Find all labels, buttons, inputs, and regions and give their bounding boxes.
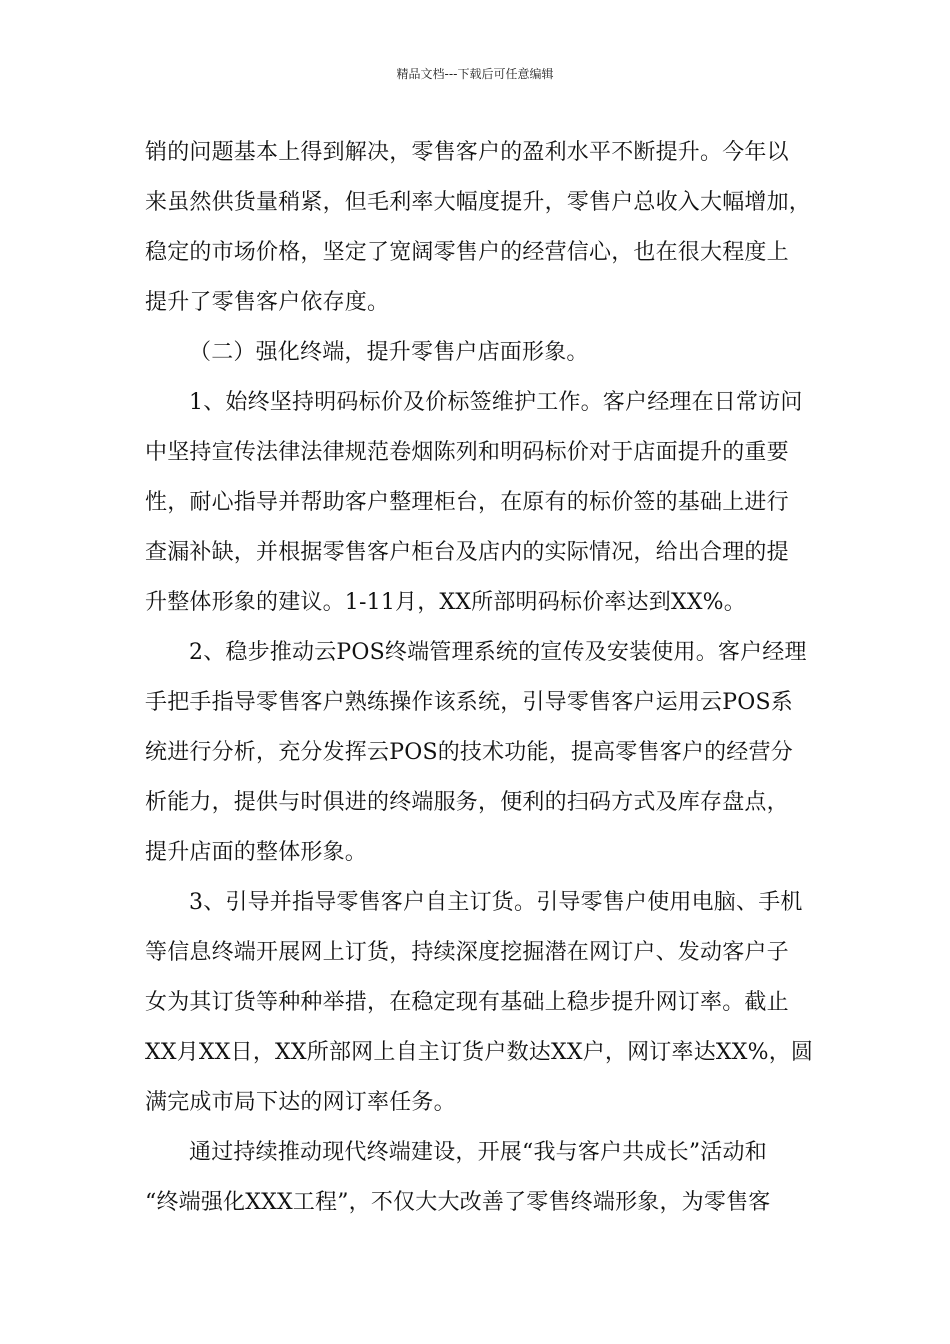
text-line: 中坚持宣传法律法律规范卷烟陈列和明码标价对于店面提升的重要: [145, 440, 789, 465]
text-line: “终端强化XXX工程”，不仅大大改善了零售终端形象，为零售客: [145, 1190, 771, 1215]
text-line: 提升了零售客户依存度。: [145, 290, 390, 315]
text-line: 1、始终坚持明码标价及价标签维护工作。客户经理在日常访问: [189, 390, 803, 415]
text-line: 统进行分析，充分发挥云POS的技术功能，提高零售客户的经营分: [145, 740, 793, 765]
text-line: 稳定的市场价格，坚定了宽阔零售户的经营信心，也在很大程度上: [145, 240, 789, 265]
text-line: 手把手指导零售客户熟练操作该系统，引导零售客户运用云POS系: [145, 690, 793, 715]
text-line: 销的问题基本上得到解决，零售客户的盈利水平不断提升。今年以: [145, 140, 789, 165]
text-line: 满完成市局下达的网订率任务。: [145, 1090, 456, 1115]
text-line: 来虽然供货量稍紧，但毛利率大幅度提升，零售户总收入大幅增加，: [145, 190, 812, 215]
text-line: 性，耐心指导并帮助客户整理柜台，在原有的标价签的基础上进行: [145, 490, 789, 515]
text-line: 升整体形象的建议。1-11月，XX所部明码标价率达到XX%。: [145, 590, 746, 615]
page-header: 精品文档---下载后可任意编辑: [396, 67, 554, 81]
text-line: 3、引导并指导零售客户自主订货。引导零售户使用电脑、手机: [189, 890, 803, 915]
text-line: 提升店面的整体形象。: [145, 840, 368, 865]
document-body: [145, 128, 825, 1228]
text-line: 查漏补缺，并根据零售客户柜台及店内的实际情况，给出合理的提: [145, 540, 789, 565]
text-line: XX月XX日，XX所部网上自主订货户数达XX户，网订率达XX%，圆: [145, 1040, 814, 1065]
text-line: （二）强化终端，提升零售户店面形象。: [189, 340, 589, 365]
text-line: 2、稳步推动云POS终端管理系统的宣传及安装使用。客户经理: [189, 640, 807, 665]
text-line: 通过持续推动现代终端建设，开展“我与客户共成长”活动和: [189, 1140, 767, 1165]
text-line: 女为其订货等种种举措，在稳定现有基础上稳步提升网订率。截止: [145, 990, 789, 1015]
text-line: 等信息终端开展网上订货，持续深度挖掘潜在网订户、发动客户子: [145, 940, 789, 965]
text-line: 析能力，提供与时俱进的终端服务，便利的扫码方式及库存盘点，: [145, 790, 789, 815]
